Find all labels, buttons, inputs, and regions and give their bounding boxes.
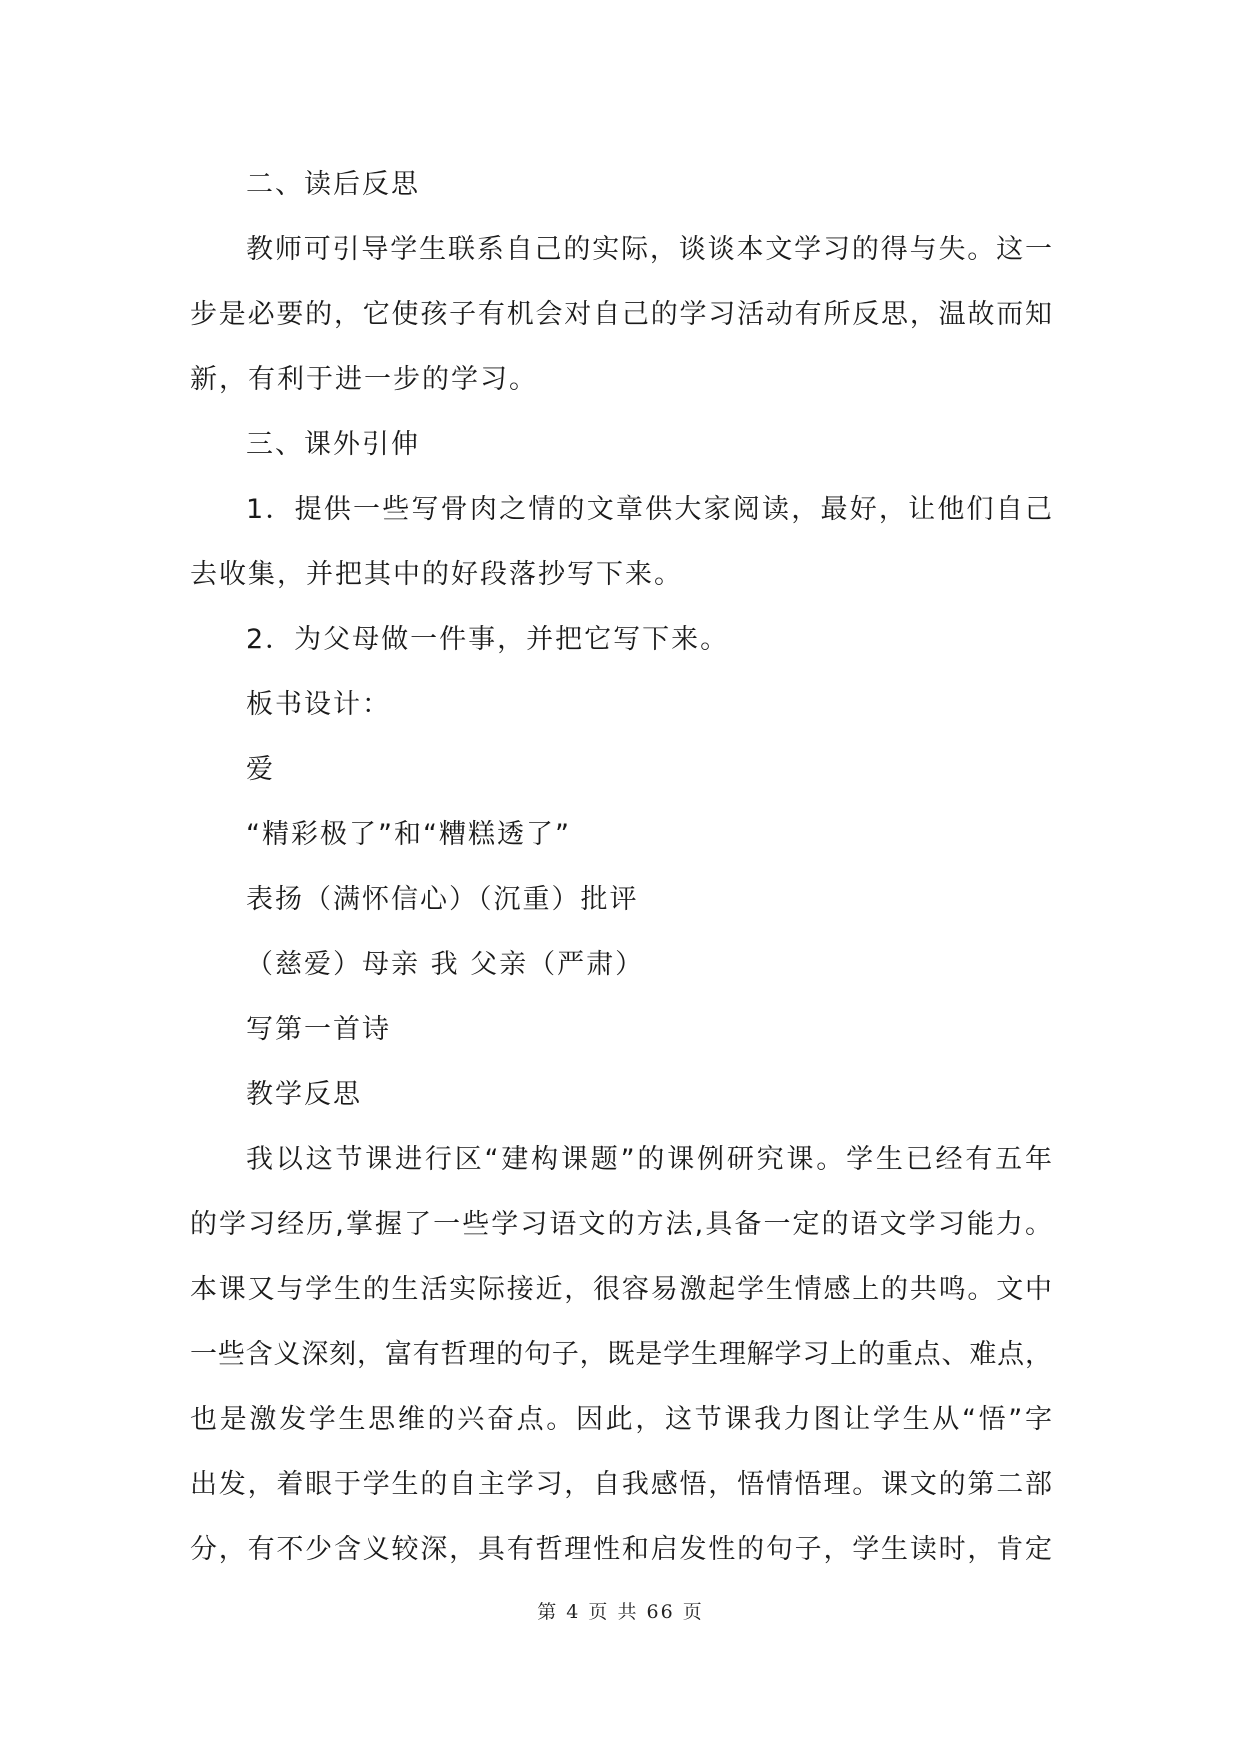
text-line: 教学反思 — [246, 1079, 362, 1110]
text-line: 我以这节课进行区“建构课题”的课例研究课。学生已经有五年 — [246, 1144, 1052, 1175]
text-line: 表扬（满怀信心）（沉重）批评 — [246, 884, 639, 915]
text-line: 一些含义深刻，富有哲理的句子，既是学生理解学习上的重点、难点， — [190, 1339, 1052, 1370]
text-line: 新，有利于进一步的学习。 — [190, 364, 538, 395]
page-footer: 第 4 页 共 66 页 — [537, 1601, 704, 1623]
text-line: 二、读后反思 — [246, 169, 420, 200]
text-line: 2．为父母做一件事，并把它写下来。 — [246, 624, 730, 655]
text-line: “精彩极了”和“糟糕透了” — [246, 819, 571, 850]
body-text — [190, 152, 1052, 1582]
text-line: 1．提供一些写骨肉之情的文章供大家阅读，最好，让他们自己 — [246, 494, 1052, 525]
text-line: 三、课外引伸 — [246, 429, 420, 460]
text-line: 出发，着眼于学生的自主学习，自我感悟，悟情悟理。课文的第二部 — [190, 1469, 1052, 1500]
text-line: 分，有不少含义较深，具有哲理性和启发性的句子，学生读时，肯定 — [190, 1534, 1052, 1565]
text-line: 爱 — [246, 754, 275, 785]
text-line: 去收集，并把其中的好段落抄写下来。 — [190, 559, 683, 590]
text-line: 也是激发学生思维的兴奋点。因此，这节课我力图让学生从“悟”字 — [190, 1404, 1052, 1435]
text-line: （慈爱）母亲 我 父亲（严肃） — [246, 949, 645, 980]
text-line: 板书设计： — [246, 689, 391, 720]
text-line: 的学习经历,掌握了一些学习语文的方法,具备一定的语文学习能力。 — [190, 1209, 1052, 1240]
text-line: 步是必要的，它使孩子有机会对自己的学习活动有所反思，温故而知 — [190, 299, 1052, 330]
text-line: 写第一首诗 — [246, 1014, 391, 1045]
text-line: 教师可引导学生联系自己的实际，谈谈本文学习的得与失。这一 — [246, 234, 1052, 265]
text-line: 本课又与学生的生活实际接近，很容易激起学生情感上的共鸣。文中 — [190, 1274, 1052, 1305]
